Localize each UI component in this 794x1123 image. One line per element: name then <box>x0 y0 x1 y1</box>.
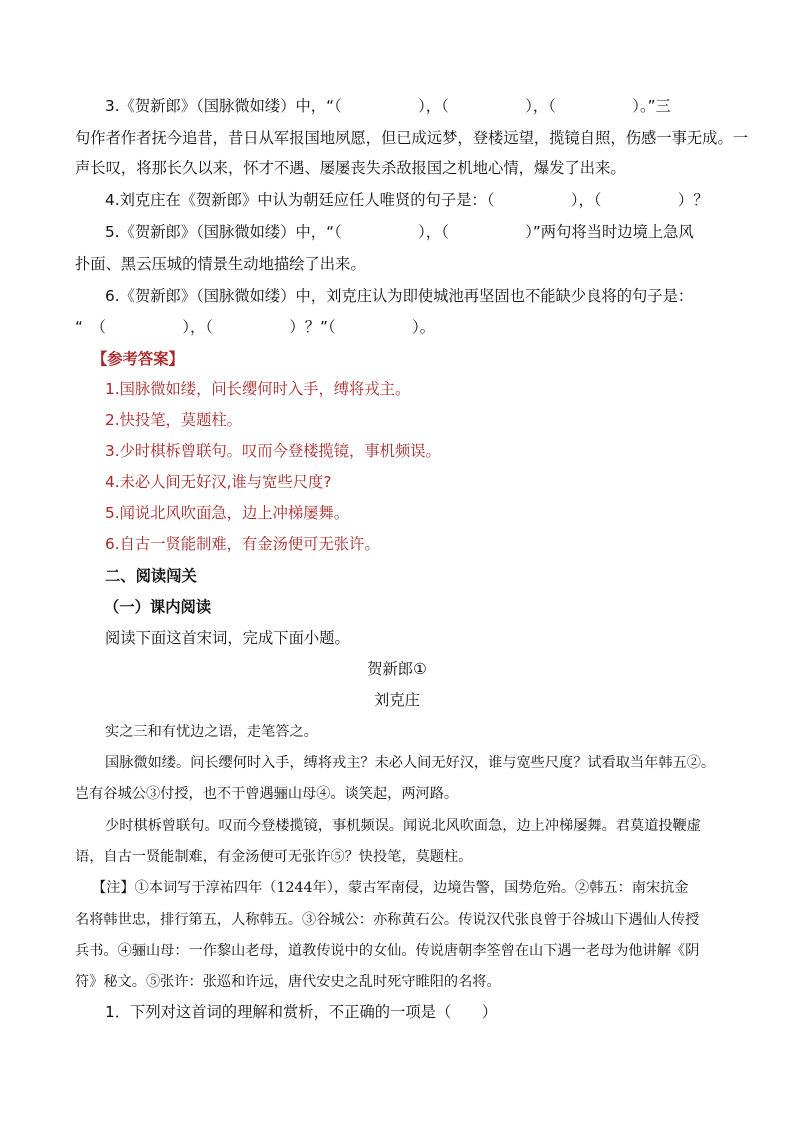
question-6-line-1: 6.《贺新郎》（国脉微如缕）中，刘克庄认为即使城池再坚固也不能缺少良将的句子是： <box>105 287 694 305</box>
answer-item-4: 4.未必人间无好汉,谁与宽些尺度? <box>105 473 332 491</box>
section-subtitle: （一）课内阅读 <box>104 598 212 616</box>
question-3-line-2: 句作者作者抚今追昔，昔日从军报国地夙愿，但已成远梦，登楼远望，揽镜自照，伤感一事无成。一 <box>75 129 749 147</box>
section-instruction: 阅读下面这首宋词，完成下面小题。 <box>105 629 350 647</box>
poem-notes-line-4: 符》秘文。⑤张许：张巡和许远，唐代安史之乱时死守睢阳的名将。 <box>75 974 501 990</box>
poem-notes-line-3: 兵书。④骊山母：一作黎山老母，道教传说中的女仙。传说唐朝李筌曾在山下遇一老母为他讲解《阴 <box>75 943 700 959</box>
question-1-prompt: 1．下列对这首词的理解和赏析，不正确的一项是（ ） <box>105 1003 498 1021</box>
poem-stanza2-line-1: 少时棋柝曾联句。叹而今登楼揽镜，事机频误。闻说北风吹面急，边上冲梯屡舞。君莫道投鞭虚 <box>105 818 701 834</box>
poem-preface: 实之三和有忧边之语，走笔答之。 <box>105 724 318 740</box>
poem-notes-line-2: 名将韩世忠，排行第五，人称韩五。③谷城公：亦称黄石公。传说汉代张良曾于谷城山下遇仙人传授 <box>75 912 700 928</box>
question-6-line-2: “ （ ），（ ）？”（ ）。 <box>75 318 436 336</box>
question-5-line-2: 扑面、黑云压城的情景生动地描绘了出来。 <box>75 255 366 273</box>
poem-author: 刘克庄 <box>374 691 420 709</box>
poem-stanza1-line-1: 国脉微如缕。问长缨何时入手，缚将戎主？未必人间无好汉，谁与宽些尺度？试看取当年韩五②。 <box>105 755 716 771</box>
question-3-line-1: 3.《贺新郎》（国脉微如缕）中，“（ ），（ ），（ ）。”三 <box>105 97 671 115</box>
answer-item-6: 6.自古一贤能制难，有金汤便可无张许。 <box>105 535 380 553</box>
question-3-line-3: 声长叹，将那长久以来，怀才不遇、屡屡丧失杀敌报国之机地心情，爆发了出来。 <box>75 159 626 177</box>
answer-item-2: 2.快投笔，莫题柱。 <box>105 411 242 429</box>
poem-title: 贺新郎① <box>367 660 427 678</box>
answer-item-3: 3.少时棋柝曾联句。叹而今登楼揽镜，事机频误。 <box>105 442 441 460</box>
poem-notes-line-1: 【注】①本词写于淳祐四年（1244年），蒙古军南侵，边境告警，国势危殆。②韩五：南宋抗金 <box>92 880 689 896</box>
poem-stanza2-line-2: 语，自古一贤能制难，有金汤便可无张许⑤？快投笔，莫题柱。 <box>75 849 473 865</box>
poem-stanza1-line-2: 岂有谷城公③付授，也不干曾遇骊山母④。谈笑起，两河路。 <box>75 786 459 802</box>
answers-heading: 【参考答案】 <box>92 350 184 368</box>
answer-item-5: 5.闻说北风吹面急，边上冲梯屡舞。 <box>105 504 350 522</box>
question-5-line-1: 5.《贺新郎》（国脉微如缕）中，“（ ），（ ）”两句将当时边境上急风 <box>105 223 694 241</box>
question-4-line-1: 4.刘克庄在《贺新郎》中认为朝廷应任人唯贤的句子是：（ ），（ ）？ <box>105 191 709 209</box>
answer-item-1: 1.国脉微如缕，问长缨何时入手，缚将戎主。 <box>105 380 411 398</box>
section-title: 二、阅读闯关 <box>105 567 197 585</box>
